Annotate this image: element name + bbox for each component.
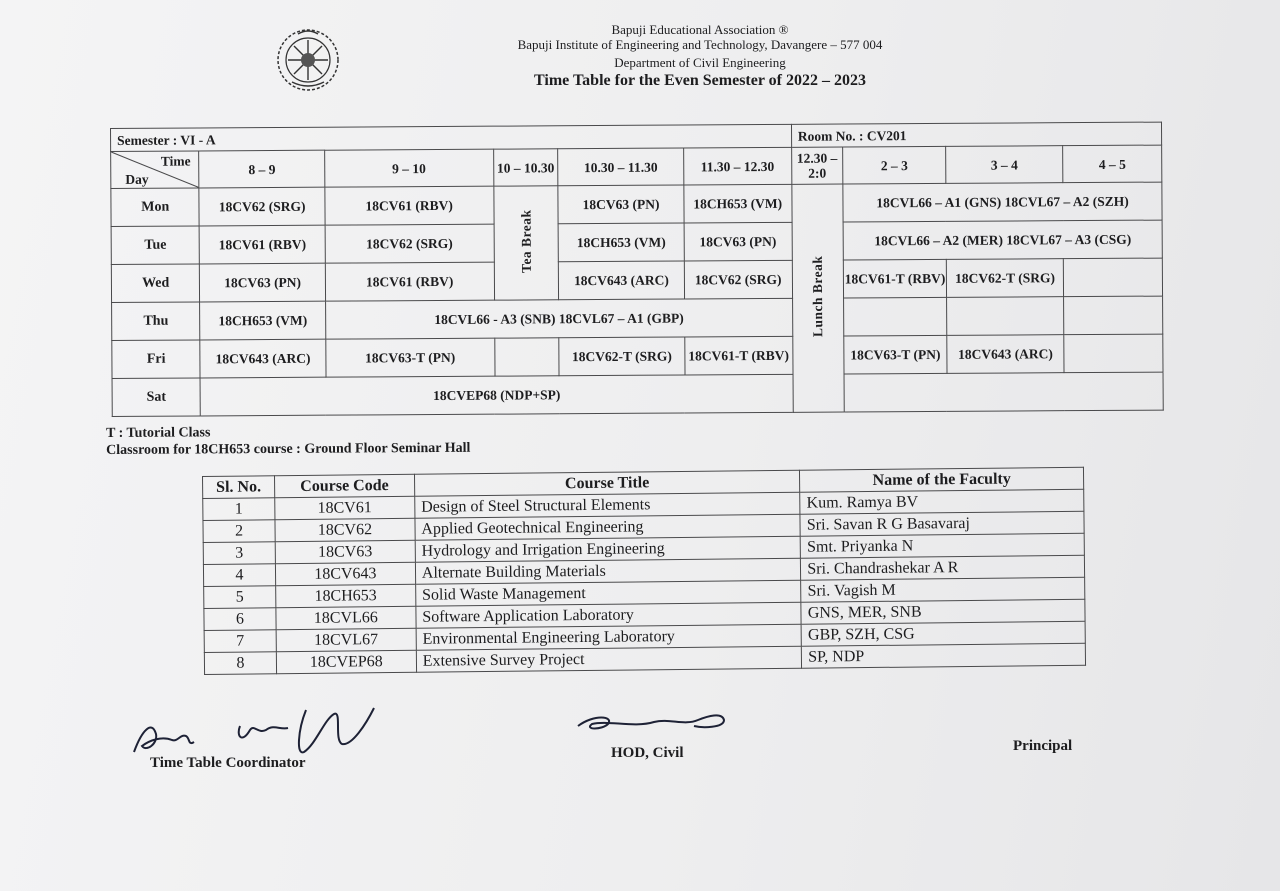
class-cell: 18CV643 (ARC) xyxy=(200,339,326,378)
course-code: 18CVEP68 xyxy=(276,650,416,673)
institution-emblem-icon xyxy=(272,24,344,96)
course-code: 18CH653 xyxy=(276,584,416,607)
serial-number: 7 xyxy=(204,630,276,653)
class-cell: 18CV63 (PN) xyxy=(200,263,326,302)
serial-number: 3 xyxy=(203,542,275,565)
empty-cell xyxy=(1064,296,1163,335)
faculty-name: Sri. Vagish M xyxy=(801,577,1085,602)
serial-number: 6 xyxy=(204,608,276,631)
slot-header: 10 – 10.30 xyxy=(493,149,558,186)
department-name: Department of Civil Engineering xyxy=(614,55,786,70)
empty-cell xyxy=(1064,258,1163,297)
serial-number: 4 xyxy=(203,564,275,587)
lab-cell: 18CVL66 – A2 (MER) 18CVL67 – A3 (CSG) xyxy=(843,220,1162,260)
tea-break-label: Tea Break xyxy=(518,209,534,274)
lunch-break-cell xyxy=(792,184,845,412)
class-cell: 18CV63 (PN) xyxy=(558,185,684,224)
lab-cell: 18CVL66 – A1 (GNS) 18CVL67 – A2 (SZH) xyxy=(843,182,1162,222)
day-label: Day xyxy=(125,171,149,187)
column-header: Sl. No. xyxy=(203,476,275,499)
slot-header: 9 – 10 xyxy=(325,149,494,187)
slot-header: 12.30 – 2:0 xyxy=(791,147,843,184)
course-title: Solid Waste Management xyxy=(415,580,801,606)
time-day-header xyxy=(111,151,200,189)
day-mon: Mon xyxy=(111,188,200,227)
course-title: Extensive Survey Project xyxy=(416,646,802,672)
empty-cell xyxy=(494,338,559,376)
time-label: Time xyxy=(160,153,191,169)
slot-header: 3 – 4 xyxy=(946,146,1063,184)
serial-number: 8 xyxy=(204,652,276,675)
empty-cell xyxy=(844,297,947,336)
serial-number: 1 xyxy=(203,498,275,521)
slot-header: 10.30 – 11.30 xyxy=(558,148,684,186)
course-code: 18CV63 xyxy=(275,540,415,563)
slot-header: 4 – 5 xyxy=(1063,145,1162,183)
day-sat: Sat xyxy=(112,378,201,417)
course-title: Environmental Engineering Laboratory xyxy=(416,624,802,650)
class-cell: 18CV61-T (RBV) xyxy=(685,336,793,375)
course-table xyxy=(202,467,1086,675)
tea-break-cell xyxy=(493,186,558,300)
slot-header: 11.30 – 12.30 xyxy=(683,147,791,185)
class-cell: 18CV61 (RBV) xyxy=(325,186,494,225)
coordinator-label: Time Table Coordinator xyxy=(150,755,306,771)
course-code: 18CVL66 xyxy=(276,606,416,629)
class-cell: 18CV643 (ARC) xyxy=(559,261,685,300)
association-name: Bapuji Educational Association ® xyxy=(611,22,789,37)
course-code: 18CV62 xyxy=(275,518,415,541)
class-cell: 18CV643 (ARC) xyxy=(947,335,1064,374)
faculty-name: SP, NDP xyxy=(802,643,1086,668)
faculty-name: Sri. Chandrashekar A R xyxy=(801,555,1085,580)
faculty-name: GBP, SZH, CSG xyxy=(801,621,1085,646)
class-cell: 18CV61 (RBV) xyxy=(200,225,326,264)
empty-cell xyxy=(844,372,1163,412)
class-cell: 18CV62-T (SRG) xyxy=(559,337,685,376)
classroom-note: Classroom for 18CH653 course : Ground Floor Seminar Hall xyxy=(106,440,471,458)
faculty-name: Smt. Priyanka N xyxy=(800,533,1084,558)
class-cell: 18CV62 (SRG) xyxy=(325,224,494,263)
course-title: Applied Geotechnical Engineering xyxy=(415,514,801,540)
class-cell: 18CH653 (VM) xyxy=(558,223,684,262)
document-title: Time Table for the Even Semester of 2022 – 2023 xyxy=(534,72,866,89)
day-tue: Tue xyxy=(111,226,200,265)
course-title: Hydrology and Irrigation Engineering xyxy=(415,536,801,562)
semester-label: Semester : VI - A xyxy=(111,124,792,151)
class-cell: 18CV62-T (SRG) xyxy=(946,259,1063,298)
course-code: 18CV61 xyxy=(275,496,415,519)
project-cell: 18CVEP68 (NDP+SP) xyxy=(200,374,793,416)
serial-number: 2 xyxy=(203,520,275,543)
class-cell: 18CV62 (SRG) xyxy=(684,260,792,299)
lab-cell: 18CVL66 - A3 (SNB) 18CVL67 – A1 (GBP) xyxy=(325,298,792,339)
course-code: 18CVL67 xyxy=(276,628,416,651)
serial-number: 5 xyxy=(204,586,276,609)
faculty-name: Sri. Savan R G Basavaraj xyxy=(800,511,1084,536)
class-cell: 18CH653 (VM) xyxy=(684,184,792,223)
hod-signature-icon xyxy=(574,706,734,742)
timetable-notes xyxy=(106,424,470,460)
slot-header: 2 – 3 xyxy=(843,146,946,184)
institute-name: Bapuji Institute of Engineering and Technology, Davangere – 577 004 xyxy=(517,37,883,52)
course-code: 18CV643 xyxy=(275,562,415,585)
course-title: Alternate Building Materials xyxy=(415,558,801,584)
class-cell: 18CV61 (RBV) xyxy=(325,262,494,301)
room-label: Room No. : CV201 xyxy=(791,122,1161,147)
principal-label: Principal xyxy=(1013,738,1073,754)
empty-cell xyxy=(1064,334,1163,373)
course-title: Design of Steel Structural Elements xyxy=(415,492,801,518)
faculty-name: GNS, MER, SNB xyxy=(801,599,1085,624)
timetable-grid xyxy=(110,122,1164,417)
slot-header: 8 – 9 xyxy=(199,150,325,188)
class-cell: 18CH653 (VM) xyxy=(200,301,326,340)
column-header: Course Code xyxy=(274,474,414,497)
class-cell: 18CV63 (PN) xyxy=(684,222,792,261)
column-header: Name of the Faculty xyxy=(800,467,1084,492)
course-title: Software Application Laboratory xyxy=(416,602,802,628)
tutorial-note: T : Tutorial Class xyxy=(106,425,211,441)
hod-label: HOD, Civil xyxy=(611,745,684,761)
class-cell: 18CV63-T (PN) xyxy=(844,335,947,374)
class-cell: 18CV61-T (RBV) xyxy=(843,259,946,298)
class-cell: 18CV63-T (PN) xyxy=(326,338,495,377)
class-cell: 18CV62 (SRG) xyxy=(199,187,325,226)
faculty-name: Kum. Ramya BV xyxy=(800,489,1084,514)
empty-cell xyxy=(947,297,1064,336)
lunch-break-label: Lunch Break xyxy=(810,255,826,338)
day-thu: Thu xyxy=(112,302,201,341)
column-header: Course Title xyxy=(414,470,800,496)
day-fri: Fri xyxy=(112,340,201,379)
day-wed: Wed xyxy=(111,264,200,303)
